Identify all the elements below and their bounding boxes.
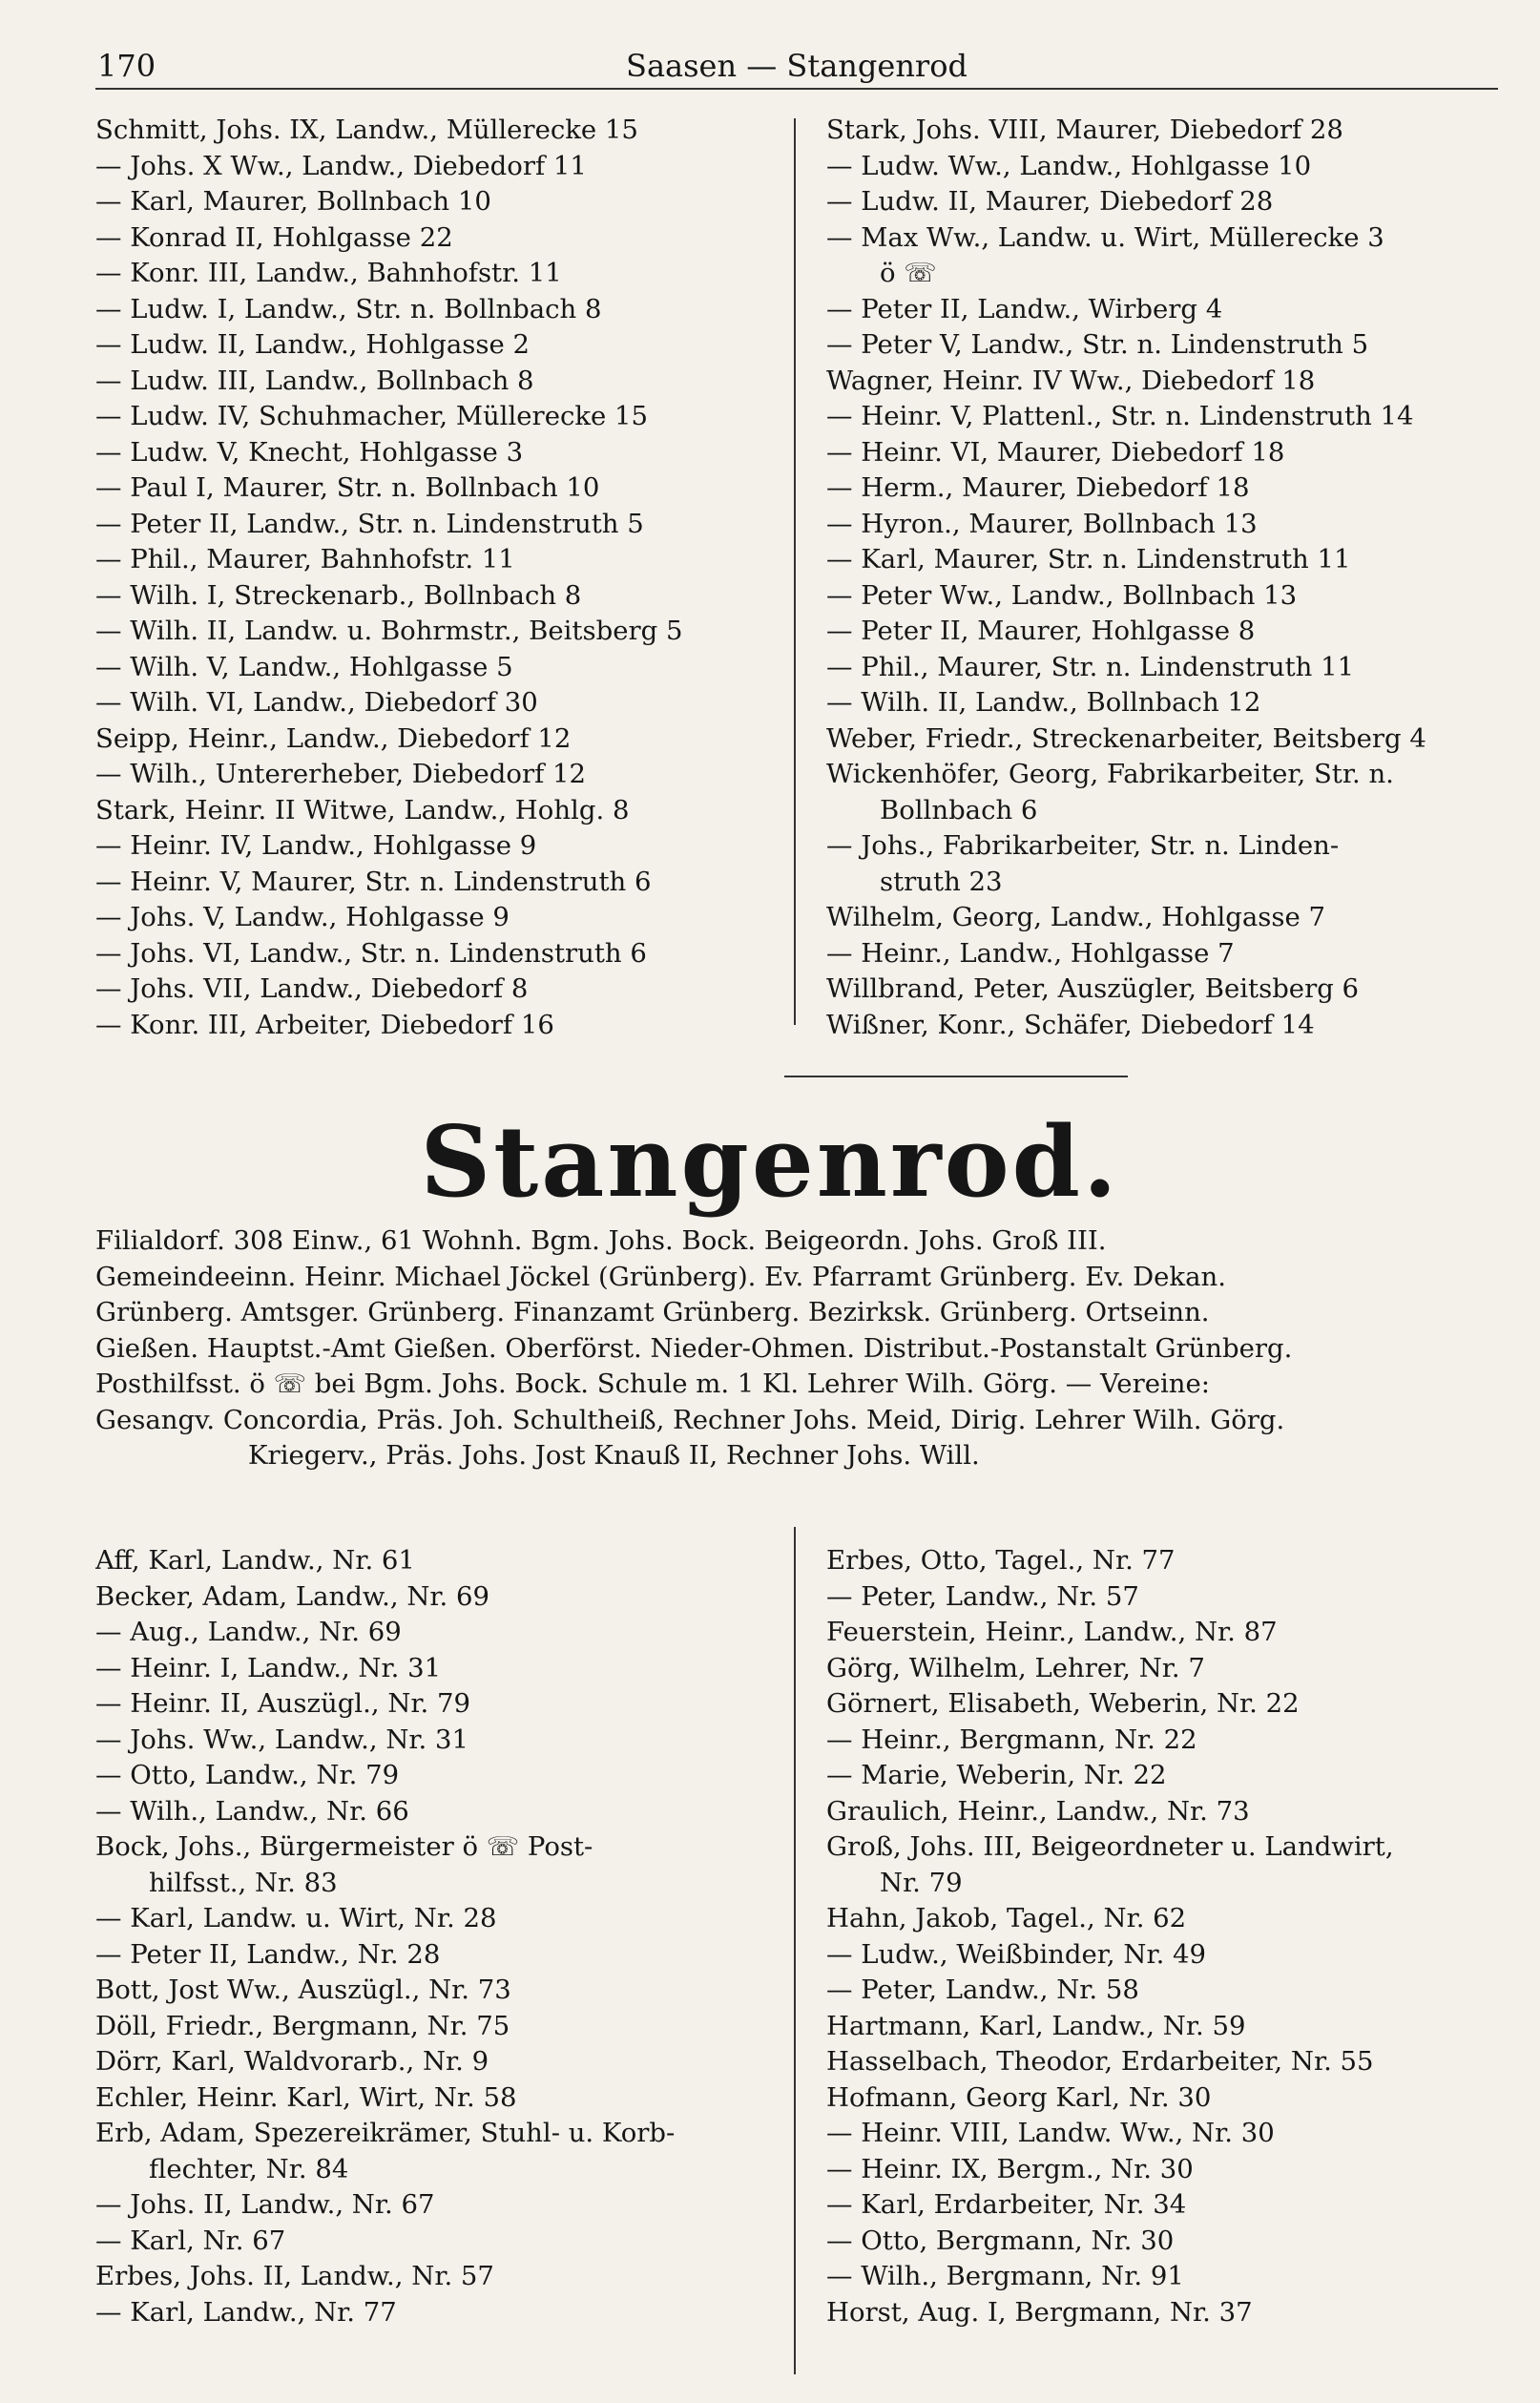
directory-entry: — Peter, Landw., Nr. 57 <box>826 1580 1139 1612</box>
directory-entry: Wilhelm, Georg, Landw., Hohlgasse 7 <box>826 902 1325 932</box>
directory-entry: Erb, Adam, Spezereikrämer, Stuhl- u. Korb- <box>95 2118 676 2148</box>
directory-entry: Hofmann, Georg Karl, Nr. 30 <box>826 2081 1212 2113</box>
directory-entry: — Johs. Ww., Landw., Nr. 31 <box>95 1724 469 1755</box>
directory-entry: — Wilh. V, Landw., Hohlgasse 5 <box>95 651 513 682</box>
directory-entry: Horst, Aug. I, Bergmann, Nr. 37 <box>826 2296 1253 2328</box>
directory-entry: — Peter Ww., Landw., Bollnbach 13 <box>826 579 1298 611</box>
directory-entry: — Peter, Landw., Nr. 58 <box>826 1975 1139 2005</box>
intro-line: Gemeindeeinn. Heinr. Michael Jöckel (Grünberg). Ev. Pfarramt Grünberg. Ev. Dekan. <box>95 1261 1226 1292</box>
directory-entry: — Johs. V, Landw., Hohlgasse 9 <box>95 902 510 932</box>
directory-entry: Bock, Johs., Bürgermeister ö ☏ Post- <box>95 1831 593 1862</box>
directory-entry: — Wilh. II, Landw., Bollnbach 12 <box>826 687 1261 718</box>
directory-entry: Erbes, Johs. II, Landw., Nr. 57 <box>95 2261 494 2291</box>
directory-entry: — Otto, Bergmann, Nr. 30 <box>826 2225 1175 2256</box>
directory-entry: — Peter II, Maurer, Hohlgasse 8 <box>826 616 1256 646</box>
directory-entry: — Ludw. III, Landw., Bollnbach 8 <box>95 365 534 396</box>
directory-entry: Stark, Heinr. II Witwe, Landw., Hohlg. 8 <box>95 794 630 825</box>
directory-entry: Bott, Jost Ww., Auszügl., Nr. 73 <box>95 1975 511 2005</box>
directory-entry: Hartmann, Karl, Landw., Nr. 59 <box>826 2010 1246 2041</box>
directory-entry: Becker, Adam, Landw., Nr. 69 <box>95 1580 489 1612</box>
directory-entry: — Peter II, Landw., Str. n. Lindenstruth 5 <box>95 508 644 539</box>
directory-entry: — Karl, Landw. u. Wirt, Nr. 28 <box>95 1903 497 1933</box>
directory-entry: Wißner, Konr., Schäfer, Diebedorf 14 <box>826 1009 1315 1040</box>
directory-entry: Weber, Friedr., Streckenarbeiter, Beitsberg 4 <box>826 722 1426 754</box>
directory-entry: — Johs., Fabrikarbeiter, Str. n. Linden- <box>826 830 1340 861</box>
directory-entry: Schmitt, Johs. IX, Landw., Müllerecke 15 <box>95 115 638 145</box>
directory-entry: — Wilh., Bergmann, Nr. 91 <box>826 2261 1184 2291</box>
intro-line: Gesangv. Concordia, Präs. Joh. Schultheiß, Rechner Johs. Meid, Dirig. Lehrer Wilh. Görg. <box>95 1404 1285 1435</box>
directory-entry: — Heinr. V, Plattenl., Str. n. Lindenstruth 14 <box>826 401 1414 431</box>
directory-entry: Groß, Johs. III, Beigeordneter u. Landwirt, <box>826 1831 1394 1862</box>
directory-entry: — Heinr., Landw., Hohlgasse 7 <box>826 937 1235 969</box>
directory-entry: — Ludw., Weißbinder, Nr. 49 <box>826 1938 1207 1970</box>
directory-entry: — Heinr. V, Maurer, Str. n. Lindenstruth 6 <box>95 866 652 897</box>
directory-entry: — Konr. III, Landw., Bahnhofstr. 11 <box>95 258 562 288</box>
directory-entry: — Peter II, Landw., Nr. 28 <box>95 1938 441 1970</box>
directory-entry: — Ludw. IV, Schuhmacher, Müllerecke 15 <box>95 401 649 431</box>
directory-entry: — Wilh. VI, Landw., Diebedorf 30 <box>95 687 538 718</box>
directory-entry: — Marie, Weberin, Nr. 22 <box>826 1760 1167 1790</box>
directory-entry: Görg, Wilhelm, Lehrer, Nr. 7 <box>826 1652 1205 1683</box>
directory-entry: — Otto, Landw., Nr. 79 <box>95 1760 400 1790</box>
entry-continuation: flechter, Nr. 84 <box>149 2153 349 2184</box>
directory-entry: — Heinr. VIII, Landw. Ww., Nr. 30 <box>826 2118 1275 2148</box>
directory-entry: — Karl, Landw., Nr. 77 <box>95 2296 397 2328</box>
directory-entry: — Karl, Maurer, Str. n. Lindenstruth 11 <box>826 544 1351 575</box>
directory-entry: Görnert, Elisabeth, Weberin, Nr. 22 <box>826 1688 1300 1719</box>
stangenrod-intro <box>95 1223 1506 1474</box>
directory-entry: — Konr. III, Arbeiter, Diebedorf 16 <box>95 1009 554 1040</box>
directory-entry: — Ludw. II, Landw., Hohlgasse 2 <box>95 329 531 360</box>
entry-continuation: Bollnbach 6 <box>880 794 1038 825</box>
directory-entry: Stark, Johs. VIII, Maurer, Diebedorf 28 <box>826 115 1343 145</box>
saasen-right-column <box>826 113 1504 1043</box>
entry-continuation: Nr. 79 <box>880 1867 963 1898</box>
directory-entry: — Wilh. II, Landw. u. Bohrmstr., Beitsberg 5 <box>95 616 683 646</box>
directory-entry: Echler, Heinr. Karl, Wirt, Nr. 58 <box>95 2081 517 2113</box>
directory-entry: Hasselbach, Theodor, Erdarbeiter, Nr. 55 <box>826 2046 1374 2077</box>
directory-entry: — Ludw. I, Landw., Str. n. Bollnbach 8 <box>95 293 602 324</box>
directory-entry: — Hyron., Maurer, Bollnbach 13 <box>826 508 1258 539</box>
entry-continuation: hilfsst., Nr. 83 <box>149 1867 338 1898</box>
intro-line: Posthilfsst. ö ☏ bei Bgm. Johs. Bock. Schule m. 1 Kl. Lehrer Wilh. Görg. — Vereine: <box>95 1369 1211 1399</box>
directory-entry: — Wilh. I, Streckenarb., Bollnbach 8 <box>95 579 582 611</box>
directory-entry: Feuerstein, Heinr., Landw., Nr. 87 <box>826 1617 1278 1647</box>
directory-entry: — Ludw. Ww., Landw., Hohlgasse 10 <box>826 150 1312 181</box>
directory-entry: — Heinr. I, Landw., Nr. 31 <box>95 1652 442 1683</box>
running-title: Saasen — Stangenrod <box>626 48 968 84</box>
directory-entry: — Johs. VI, Landw., Str. n. Lindenstruth 6 <box>95 937 647 969</box>
directory-entry: — Johs. VII, Landw., Diebedorf 8 <box>95 973 529 1004</box>
directory-entry: — Paul I, Maurer, Str. n. Bollnbach 10 <box>95 472 600 503</box>
directory-entry: Hahn, Jakob, Tagel., Nr. 62 <box>826 1903 1187 1933</box>
column-divider-lower <box>794 1527 796 2374</box>
directory-entry: — Phil., Maurer, Bahnhofstr. 11 <box>95 544 515 575</box>
intro-line: Grünberg. Amtsger. Grünberg. Finanzamt Grünberg. Bezirksk. Grünberg. Ortseinn. <box>95 1297 1210 1327</box>
page-number: 170 <box>97 48 156 84</box>
directory-entry: — Heinr. II, Auszügl., Nr. 79 <box>95 1688 470 1719</box>
directory-entry: — Phil., Maurer, Str. n. Lindenstruth 11 <box>826 651 1355 682</box>
saasen-left-column <box>95 113 773 1043</box>
entry-continuation: ö ☏ <box>880 258 937 288</box>
entry-continuation: struth 23 <box>880 866 1003 897</box>
directory-entry: — Aug., Landw., Nr. 69 <box>95 1617 402 1647</box>
directory-entry: Wagner, Heinr. IV Ww., Diebedorf 18 <box>826 365 1316 396</box>
directory-entry: Wickenhöfer, Georg, Fabrikarbeiter, Str. n. <box>826 759 1394 789</box>
directory-entry: — Karl, Erdarbeiter, Nr. 34 <box>826 2189 1187 2220</box>
section-title-stangenrod: Stangenrod. <box>420 1105 1120 1220</box>
directory-entry: — Johs. X Ww., Landw., Diebedorf 11 <box>95 150 587 181</box>
stangenrod-left-column <box>95 1543 773 2330</box>
directory-entry: — Wilh., Untererheber, Diebedorf 12 <box>95 759 587 789</box>
directory-entry: Aff, Karl, Landw., Nr. 61 <box>95 1545 415 1576</box>
directory-entry: — Heinr. IX, Bergm., Nr. 30 <box>826 2153 1194 2184</box>
directory-entry: Willbrand, Peter, Auszügler, Beitsberg 6 <box>826 973 1360 1004</box>
directory-entry: — Heinr. VI, Maurer, Diebedorf 18 <box>826 436 1285 468</box>
directory-entry: — Peter II, Landw., Wirberg 4 <box>826 293 1223 324</box>
directory-entry: — Max Ww., Landw. u. Wirt, Müllerecke 3 <box>826 221 1384 253</box>
column-divider-upper <box>794 118 796 1025</box>
stangenrod-right-column <box>826 1543 1504 2330</box>
directory-entry: Erbes, Otto, Tagel., Nr. 77 <box>826 1545 1176 1576</box>
directory-entry: — Heinr., Bergmann, Nr. 22 <box>826 1724 1197 1755</box>
directory-entry: — Ludw. II, Maurer, Diebedorf 28 <box>826 186 1274 217</box>
directory-entry: Dörr, Karl, Waldvorarb., Nr. 9 <box>95 2046 489 2077</box>
directory-entry: — Johs. II, Landw., Nr. 67 <box>95 2189 435 2220</box>
intro-line: Gießen. Hauptst.-Amt Gießen. Oberförst. Nieder-Ohmen. Distribut.-Postanstalt Grünberg. <box>95 1332 1293 1364</box>
directory-entry: Graulich, Heinr., Landw., Nr. 73 <box>826 1795 1250 1827</box>
directory-entry: Seipp, Heinr., Landw., Diebedorf 12 <box>95 722 572 754</box>
section-separator <box>784 1076 1128 1077</box>
page-header <box>95 44 1498 90</box>
directory-entry: — Konrad II, Hohlgasse 22 <box>95 221 453 253</box>
directory-entry: — Herm., Maurer, Diebedorf 18 <box>826 472 1250 503</box>
directory-entry: — Karl, Maurer, Bollnbach 10 <box>95 186 491 217</box>
directory-entry: — Peter V, Landw., Str. n. Lindenstruth 5 <box>826 329 1369 360</box>
directory-entry: — Ludw. V, Knecht, Hohlgasse 3 <box>95 436 524 468</box>
directory-entry: — Heinr. IV, Landw., Hohlgasse 9 <box>95 830 537 861</box>
intro-line: Kriegerv., Präs. Johs. Jost Knauß II, Rechner Johs. Will. <box>248 1440 980 1471</box>
directory-entry: — Wilh., Landw., Nr. 66 <box>95 1795 409 1827</box>
intro-line: Filialdorf. 308 Einw., 61 Wohnh. Bgm. Johs. Bock. Beigeordn. Johs. Groß III. <box>95 1225 1107 1256</box>
directory-entry: Döll, Friedr., Bergmann, Nr. 75 <box>95 2010 510 2041</box>
directory-entry: — Karl, Nr. 67 <box>95 2225 286 2256</box>
